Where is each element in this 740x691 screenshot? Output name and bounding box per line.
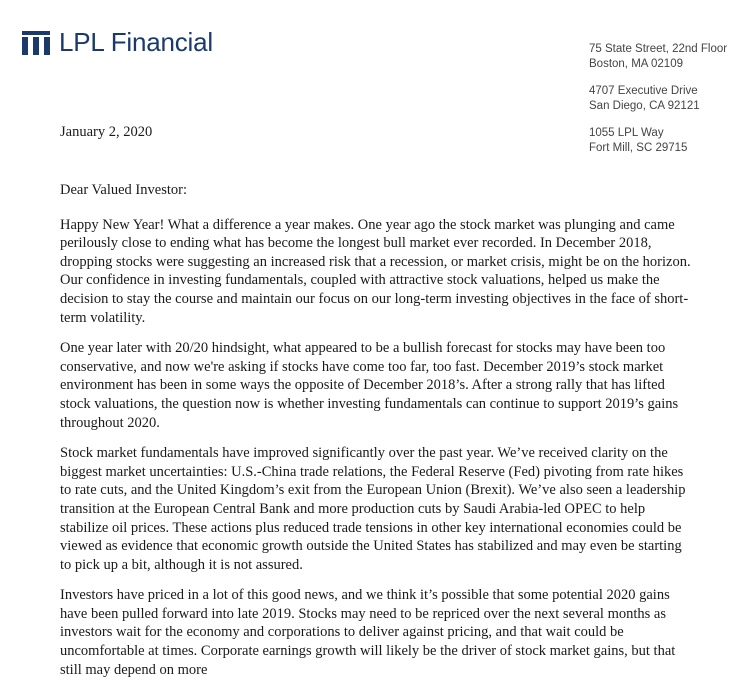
- logo-text: LPL Financial: [59, 27, 213, 57]
- paragraph: Happy New Year! What a difference a year makes. One year ago the stock market was plunging and came perilously close to ending what has become the longest bull market ever recorded. In December 2018, dropping stocks were suggesting an increased risk that a recession, or market crisis, might be on the horizon. Our confidence in investing fundamentals, coupled with attractive stock valuations, helped us make the decision to stay the course and maintain our focus on our long-term investing objectives in the face of short-term volatility.: [60, 216, 691, 326]
- address-fort-mill: [589, 126, 727, 156]
- address-line: 1055 LPL Way: [589, 127, 664, 139]
- letter-date: January 2, 2020: [60, 124, 153, 140]
- address-line: San Diego, CA 92121: [589, 100, 700, 112]
- paragraph: Investors have priced in a lot of this good news, and we think it’s possible that some potential 2020 gains have been pulled forward into late 2019. Stocks may need to be repriced over the next several months as investors wait for the economy and corporations to deliver against pricing, and that wait could be uncomfortable at times. Corporate earnings growth will likely be the driver of stock market gains, but that still may depend on more: [60, 587, 676, 678]
- paragraph: One year later with 20/20 hindsight, what appeared to be a bullish forecast for stocks may have been too conservative, and now we're asking if stocks have come too far, too fast. December 2019’s stock market environment has been in some ways the opposite of December 2018’s. After a strong rally that has lifted stock valuations, the question now is whether investing fundamentals can continue to support 2019’s gains throughout 2020.: [60, 340, 679, 431]
- office-addresses: [589, 42, 727, 168]
- address-line: Boston, MA 02109: [589, 58, 683, 70]
- address-san-diego: [589, 84, 727, 114]
- lpl-bars-logo-icon: [22, 31, 50, 55]
- lpl-logo: [22, 27, 213, 58]
- address-line: 4707 Executive Drive: [589, 85, 698, 97]
- salutation: Dear Valued Investor:: [60, 182, 187, 198]
- address-boston: [589, 42, 727, 72]
- paragraph: Stock market fundamentals have improved significantly over the past year. We’ve received clarity on the biggest market uncertainties: U.S.-China trade relations, the Federal Reserve (Fed) pivoting from rate hikes to rate cuts, and the United Kingdom’s exit from the European Union (Brexit). We’ve also seen a leadership transition at the European Central Bank and more production cuts by Saudi Arabia-led OPEC to help stabilize oil prices. These actions plus reduced trade tensions in other key international economies could be viewed as evidence that economic growth outside the United States has stabilized and may even be starting to pick up a bit, although it is not assured.: [60, 445, 686, 573]
- address-line: Fort Mill, SC 29715: [589, 142, 688, 154]
- address-line: 75 State Street, 22nd Floor: [589, 43, 728, 55]
